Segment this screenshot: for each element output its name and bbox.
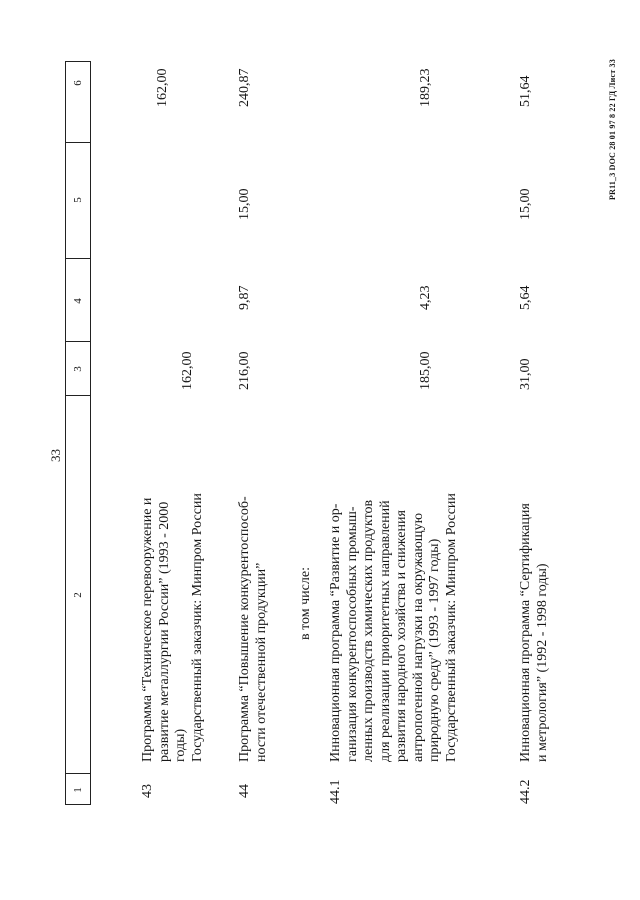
header-bottom-border [90,62,91,805]
column-separator [65,804,91,805]
value-col6: 240,87 [237,68,252,107]
row-number: 44 [237,784,252,798]
description-line: Инновационная программа “Сертификация [518,503,533,762]
row-description [328,432,460,762]
value-col3: 162,00 [180,351,195,390]
value-col3: 185,00 [418,351,433,390]
row-description [237,432,270,762]
description-line: ленных производств химических продуктов [361,499,376,762]
value-col3: 216,00 [237,351,252,390]
column-header-6: 6 [72,80,84,86]
page-number: 33 [48,449,63,462]
subheading: в том числе: [298,567,313,640]
description-line: и метрология” (1992 - 1998 годы) [534,563,550,762]
description-line: развития народного хозяйства и снижения [394,510,409,762]
row-description [518,432,551,762]
description-line: Государственный заказчик: Минпром России [443,493,459,762]
row-number: 43 [140,784,155,798]
value-col5: 15,00 [237,188,252,220]
description-line: для реализации приоритетных направлений [377,500,393,762]
row-number: 44.1 [328,779,343,804]
column-separator [65,61,91,62]
column-separator [65,142,91,143]
column-separator [65,258,91,259]
value-col6: 51,64 [518,75,533,107]
description-line: природную среду” (1993 - 1997 годы) [427,538,442,762]
document-footer: PR11_3 DOC 28 01 97 8 22 ГД Лист 33 [608,59,617,200]
column-header-2: 2 [72,592,84,598]
description-line: антропогенной нагрузки на окружающую [410,512,426,762]
row-number: 44.2 [518,779,533,804]
column-header-1: 1 [72,787,84,793]
value-col4: 5,64 [518,285,533,310]
value-col6: 162,00 [155,68,170,107]
description-line: ности отечественной продукции” [253,562,269,762]
header-top-border [65,62,66,805]
value-col4: 4,23 [418,285,433,310]
value-col4: 9,87 [237,285,252,310]
description-line: Программа “Техническое перевооружение и [140,497,155,762]
description-line: годы) [173,728,188,762]
description-line: Инновационная программа “Развитие и ор- [328,503,343,762]
column-separator [65,773,91,774]
column-header-4: 4 [72,298,84,304]
description-line: Государственный заказчик: Минпром России [189,493,205,762]
value-col3: 31,00 [518,358,533,390]
value-col5: 15,00 [518,188,533,220]
value-col6: 189,23 [418,68,433,107]
row-description [140,432,206,762]
description-line: развитие металлургии России” (1993 - 2000 [156,501,172,762]
column-separator [65,395,91,396]
description-line: ганизация конкурентоспособных промыш- [344,506,360,762]
column-separator [65,341,91,342]
column-header-5: 5 [72,197,84,203]
description-line: Программа “Повышение конкурентоспособ- [237,496,252,762]
column-header-3: 3 [72,366,84,372]
